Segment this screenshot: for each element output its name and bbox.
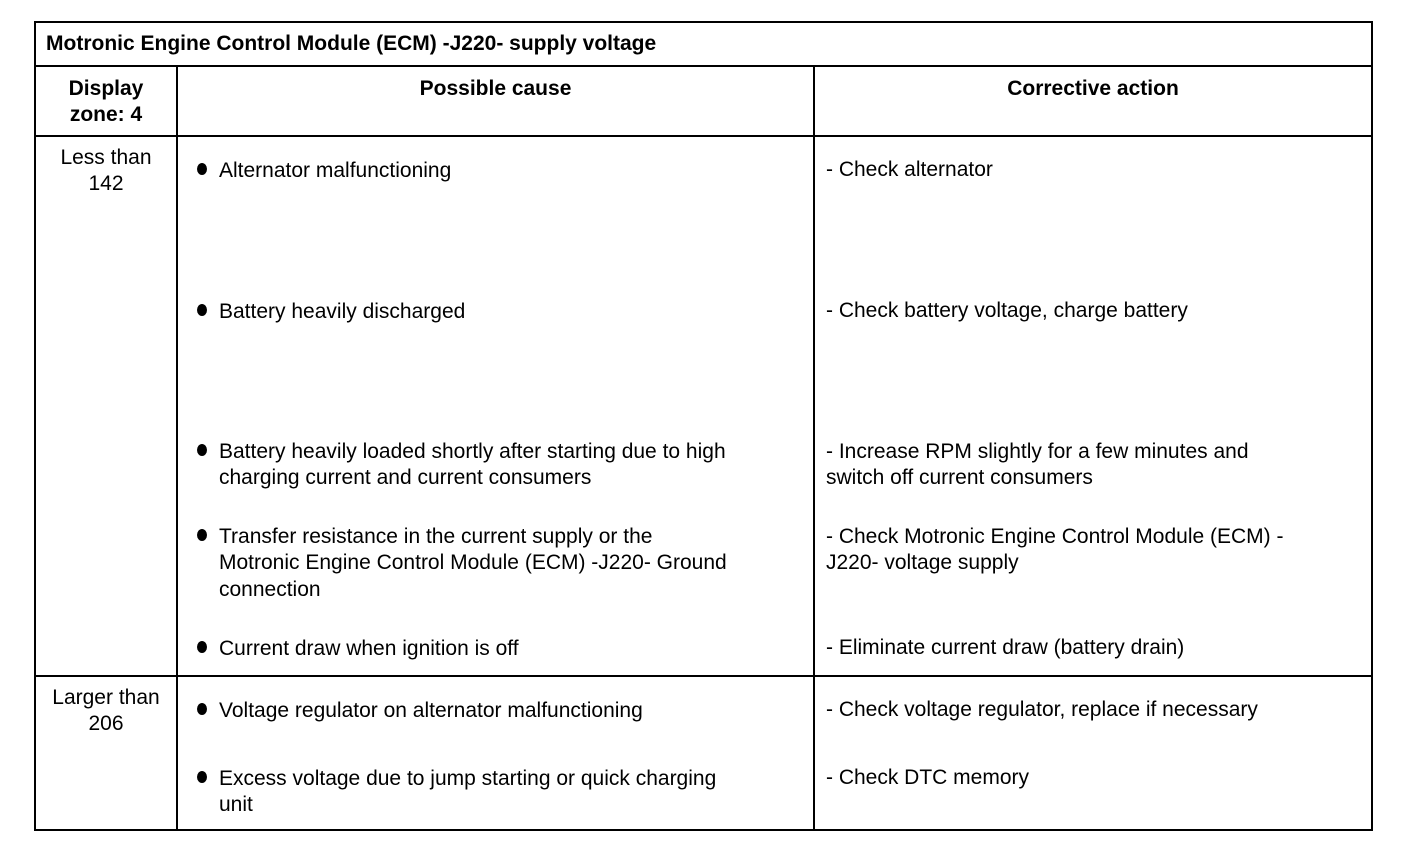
- cause-text: charging current and current consumers: [219, 466, 592, 489]
- zone-group1-line2: 142: [88, 172, 124, 195]
- action-text: - Check voltage regulator, replace if necessary: [826, 698, 1258, 721]
- cause-text: Excess voltage due to jump starting or quick charging: [219, 767, 717, 790]
- table-title: Motronic Engine Control Module (ECM) -J220- supply voltage: [46, 32, 657, 55]
- zone-group2-line1: Larger than: [52, 686, 160, 709]
- cause-text: connection: [219, 578, 321, 601]
- zone-column-divider: [176, 67, 178, 829]
- cause-text: Battery heavily discharged: [219, 300, 466, 323]
- cause-text: Alternator malfunctioning: [219, 159, 452, 182]
- action-text: - Check alternator: [826, 158, 993, 181]
- zone-group2-line2: 206: [88, 712, 124, 735]
- zone-group1-line1: Less than: [60, 146, 152, 169]
- cause-text: Battery heavily loaded shortly after starting due to high: [219, 440, 726, 463]
- action-text: - Check Motronic Engine Control Module (ECM) -: [826, 525, 1284, 548]
- title-divider: [36, 65, 1371, 67]
- bullet-icon: [197, 304, 207, 316]
- action-text: - Check DTC memory: [826, 766, 1030, 789]
- group-divider: [36, 675, 1371, 677]
- supply-voltage-table: [34, 21, 1373, 831]
- cause-text: Transfer resistance in the current supply or the: [219, 525, 653, 548]
- bullet-icon: [197, 641, 207, 653]
- cause-text: Motronic Engine Control Module (ECM) -J220- Ground: [219, 551, 727, 574]
- action-text: - Eliminate current draw (battery drain): [826, 636, 1185, 659]
- action-text: - Increase RPM slightly for a few minutes and: [826, 440, 1249, 463]
- bullet-icon: [197, 703, 207, 715]
- header-possible-cause: Possible cause: [419, 77, 572, 100]
- cause-text: Current draw when ignition is off: [219, 637, 519, 660]
- cause-column-divider: [813, 67, 815, 829]
- bullet-icon: [197, 444, 207, 456]
- cause-text: unit: [219, 793, 253, 816]
- header-zone-line1: Display: [68, 77, 144, 100]
- header-zone-line2: zone: 4: [69, 103, 143, 126]
- bullet-icon: [197, 771, 207, 783]
- bullet-icon: [197, 529, 207, 541]
- action-text: - Check battery voltage, charge battery: [826, 299, 1188, 322]
- bullet-icon: [197, 163, 207, 175]
- header-corrective-action: Corrective action: [1007, 77, 1179, 100]
- header-divider: [36, 135, 1371, 137]
- cause-text: Voltage regulator on alternator malfunctioning: [219, 699, 643, 722]
- action-text: switch off current consumers: [826, 466, 1093, 489]
- action-text: J220- voltage supply: [826, 551, 1019, 574]
